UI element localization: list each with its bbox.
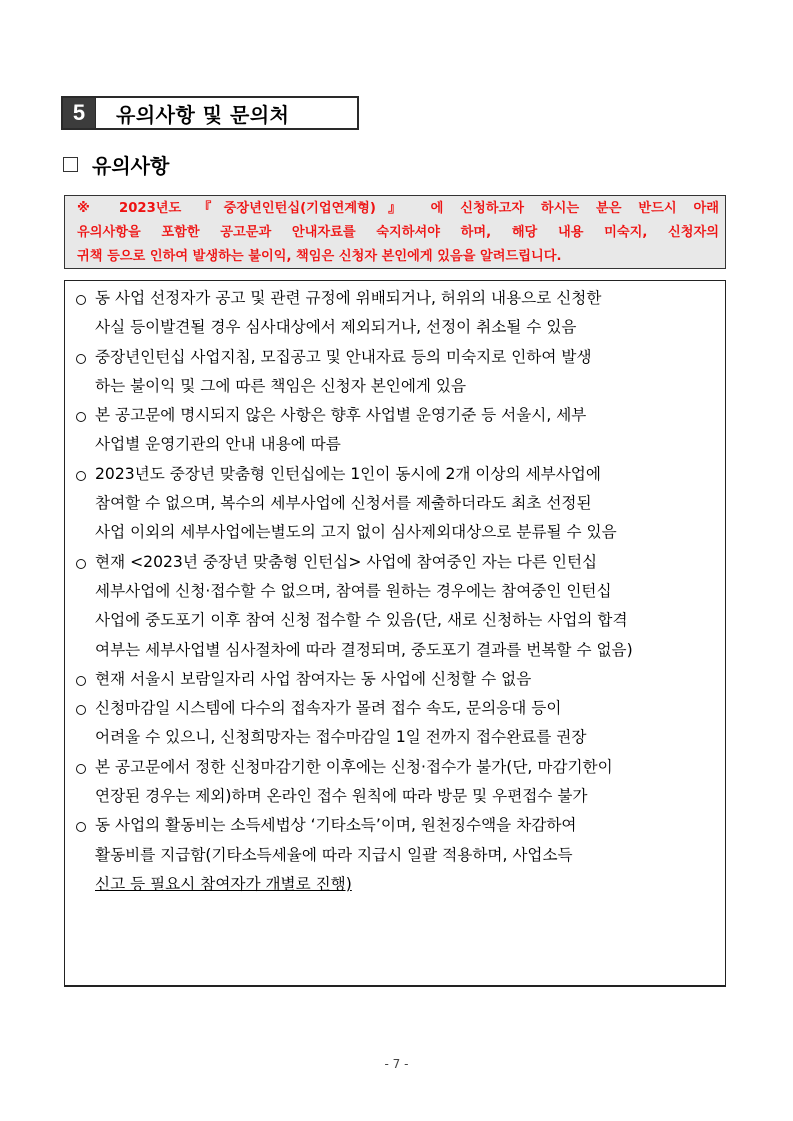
list-item bbox=[73, 665, 717, 694]
list-item bbox=[73, 548, 717, 665]
list-item bbox=[73, 343, 717, 402]
item-text-line: 사실 등이발견될 경우 심사대상에서 제외되거나, 선정이 취소될 수 있음 bbox=[95, 318, 577, 337]
notice-line: 귀책 등으로 인하여 발생하는 불이익, 책임은 신청자 본인에게 있음을 알려드립니다. bbox=[77, 249, 562, 264]
item-text-line: 하는 불이익 및 그에 따른 책임은 신청자 본인에게 있음 bbox=[95, 376, 467, 395]
list-item bbox=[73, 460, 717, 548]
list-item bbox=[73, 401, 717, 460]
item-text-line: 여부는 세부사업별 심사절차에 따라 결정되며, 중도포기 결과를 번복할 수 없음) bbox=[95, 640, 633, 659]
list-item bbox=[73, 694, 717, 753]
item-text-line: 사업 이외의 세부사업에는별도의 고지 없이 심사제외대상으로 분류될 수 있음 bbox=[95, 523, 617, 542]
list-item bbox=[73, 284, 717, 343]
section-title: 유의사항 및 문의처 bbox=[116, 102, 290, 127]
circle-bullet-icon bbox=[76, 822, 86, 832]
notice-line: 유의사항을 포함한 공고문과 안내자료를 숙지하셔야 하며, 해당 내용 미숙지, 신청자의 bbox=[77, 225, 719, 240]
item-text-line: 참여할 수 없으며, 복수의 세부사업에 신청서를 제출하더라도 최초 선정된 bbox=[95, 494, 592, 513]
notice-box bbox=[64, 195, 726, 269]
circle-bullet-icon bbox=[76, 412, 86, 422]
item-text-line: 신청마감일 시스템에 다수의 접속자가 몰려 접수 속도, 문의응대 등이 bbox=[95, 699, 562, 718]
subheading bbox=[63, 150, 169, 179]
circle-bullet-icon bbox=[76, 295, 86, 305]
item-text-line: 연장된 경우는 제외)하며 온라인 접수 원칙에 따라 방문 및 우편접수 불가 bbox=[95, 787, 588, 806]
item-text-line: 현재 서울시 보람일자리 사업 참여자는 동 사업에 신청할 수 없음 bbox=[95, 669, 532, 688]
item-text-line: 활동비를 지급함(기타소득세율에 따라 지급시 일괄 적용하며, 사업소득 bbox=[95, 845, 573, 864]
item-text-line: 어려울 수 있으니, 신청희망자는 접수마감일 1일 전까지 접수완료를 권장 bbox=[95, 728, 587, 747]
page-number: - 7 - bbox=[384, 1057, 409, 1071]
list-item bbox=[73, 811, 717, 899]
circle-bullet-icon bbox=[76, 471, 86, 481]
circle-bullet-icon bbox=[76, 705, 86, 715]
subheading-title: 유의사항 bbox=[92, 154, 170, 178]
item-text-line: 현재 <2023년 중장년 맞춤형 인턴십> 사업에 참여중인 자는 다른 인턴십 bbox=[95, 552, 598, 571]
item-text-line: 본 공고문에서 정한 신청마감기한 이후에는 신청·접수가 불가(단, 마감기한이 bbox=[95, 757, 613, 776]
item-text-line: 동 사업 선정자가 공고 및 관련 규정에 위배되거나, 허위의 내용으로 신청한 bbox=[95, 289, 602, 307]
section-header bbox=[61, 96, 359, 130]
item-text-line: 신고 등 필요시 참여자가 개별로 진행) bbox=[95, 874, 352, 893]
circle-bullet-icon bbox=[76, 559, 86, 569]
circle-bullet-icon bbox=[76, 676, 86, 686]
item-text-line: 2023년도 중장년 맞춤형 인턴십에는 1인이 동시에 2개 이상의 세부사업에 bbox=[95, 464, 601, 483]
notice-line: ※ 2023년도 『중장년인턴십(기업연계형)』 에 신청하고자 하시는 분은 반드시 아래 bbox=[77, 201, 719, 216]
circle-bullet-icon bbox=[76, 764, 86, 774]
item-text-line: 사업에 중도포기 이후 참여 신청 접수할 수 있음(단, 새로 신청하는 사업의 합격 bbox=[95, 611, 628, 630]
precautions-list bbox=[64, 280, 726, 987]
checkbox-icon bbox=[63, 157, 78, 172]
item-text-line: 본 공고문에 명시되지 않은 사항은 향후 사업별 운영기준 등 서울시, 세부 bbox=[95, 406, 587, 425]
list-item bbox=[73, 753, 717, 812]
item-text-line: 세부사업에 신청·접수할 수 없으며, 참여를 원하는 경우에는 참여중인 인턴십 bbox=[95, 581, 612, 600]
item-text-line: 중장년인턴십 사업지침, 모집공고 및 안내자료 등의 미숙지로 인하여 발생 bbox=[95, 347, 592, 366]
circle-bullet-icon bbox=[76, 354, 86, 364]
section-number: 5 bbox=[63, 98, 96, 128]
item-text-line: 동 사업의 활동비는 소득세법상 ‘기타소득’이며, 원천징수액을 차감하여 bbox=[95, 816, 577, 835]
item-text-line: 사업별 운영기관의 안내 내용에 따름 bbox=[95, 435, 341, 454]
